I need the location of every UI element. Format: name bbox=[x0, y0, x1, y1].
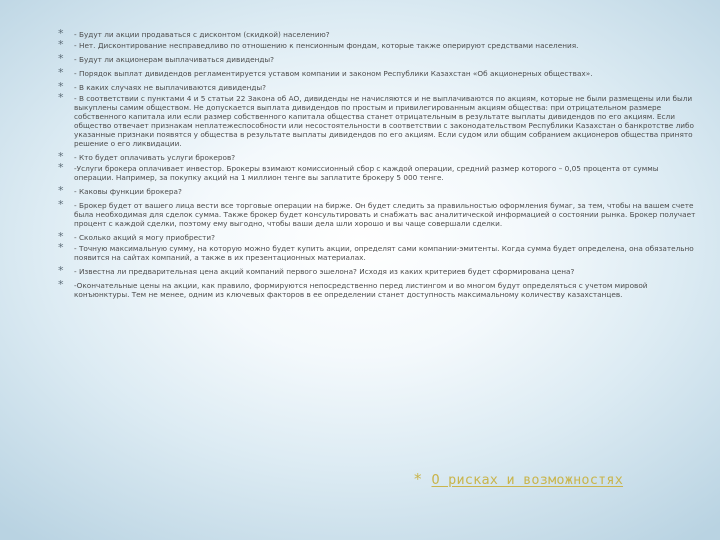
bullet-icon: * bbox=[58, 150, 64, 163]
bullet-icon: * bbox=[58, 264, 64, 277]
bullet-icon: * bbox=[58, 278, 64, 291]
bullet-icon: * bbox=[58, 198, 64, 211]
qa-text: - Будут ли акции продаваться с дисконтом (скидкой) населению? bbox=[74, 30, 330, 39]
qa-answer-discount bbox=[58, 38, 698, 51]
qa-question-share-amount bbox=[58, 230, 698, 243]
qa-text: - Порядок выплат дивидендов регламентируется уставом компании и законом Республики Казахстан «Об акционерных обществах». bbox=[74, 69, 593, 78]
qa-text: -Окончательные цены на акции, как правило, формируются непосредственно перед листингом и во многом будут определяться с учетом мировой конъюнктуры. Тем не менее, одним из ключевых факторов в ее определении станет доступность максимальному количеству казахстанцев. bbox=[74, 281, 648, 299]
qa-answer-dividends bbox=[58, 66, 698, 79]
qa-answer-share-amount bbox=[58, 241, 698, 262]
bullet-icon: * bbox=[58, 66, 64, 79]
qa-list bbox=[58, 27, 698, 299]
qa-text: -Услуги брокера оплачивает инвестор. Брокеры взимают комиссионный сбор с каждой операции, средний размер которого – 0,05 процента от суммы операции. Например, за покупку акций на 1 миллион тенге вы заплатите брокеру 5 000 тенге. bbox=[74, 164, 659, 182]
bullet-icon: * bbox=[58, 91, 64, 104]
qa-text: - В соответствии с пунктами 4 и 5 статьи 22 Закона об АО, дивиденды не начисляются и не выплачиваются по акциям, которые не были размещены или были выкуплены самим обществом. Не допускается выплата дивидендов по простым и привилегированным акциям общества: при отрицательном размере собственного капитала или если размер собственного капитала общества станет отрицательным в результате выплаты дивидендов по его акциям. Если общество отвечает признакам неплатежеспособности или несостоятельности в соответствии с законодательством Республики Казахстан о банкротстве либо указанные признаки появятся у общества в результате выплаты дивидендов по его акциям. Если судом или общим собранием акционеров общества принято решение о его ликвидации. bbox=[74, 94, 694, 148]
qa-text: - Брокер будет от вашего лица вести все торговые операции на бирже. Он будет следить за правильностью оформления бумаг, за тем, чтобы на вашем счете была необходимая для сделок сумма. Также брокер будет консультировать и снабжать вас аналитической информацией о состоянии рынка. Брокер получает процент с каждой сделки, поэтому ему выгодно, чтобы ваши дела шли хорошо и вы чаще совершали сделки. bbox=[74, 201, 696, 228]
qa-question-discount bbox=[58, 27, 698, 40]
qa-text: - Будут ли акционерам выплачиваться дивиденды? bbox=[74, 55, 275, 64]
qa-text: - Точную максимальную сумму, на которую можно будет купить акции, определят сами компании-эмитенты. Когда сумма будет определена, она обязательно появится на сайтах компаний, а также в их презентационных материалах. bbox=[74, 244, 694, 262]
qa-answer-final-price bbox=[58, 278, 698, 299]
qa-question-no-dividends bbox=[58, 80, 698, 93]
qa-answer-broker-functions bbox=[58, 198, 698, 228]
qa-text: - Сколько акций я могу приобрести? bbox=[74, 233, 215, 242]
qa-question-preliminary-price bbox=[58, 264, 698, 277]
footer-link-row bbox=[414, 470, 623, 488]
qa-text: - Каковы функции брокера? bbox=[74, 187, 182, 196]
star-bullet-icon: * bbox=[414, 470, 422, 488]
qa-question-broker-fees bbox=[58, 150, 698, 163]
bullet-icon: * bbox=[58, 80, 64, 93]
qa-text: - Кто будет оплачивать услуги брокеров? bbox=[74, 153, 236, 162]
qa-answer-broker-fees bbox=[58, 161, 698, 182]
bullet-icon: * bbox=[58, 52, 64, 65]
qa-question-broker-functions bbox=[58, 184, 698, 197]
bullet-icon: * bbox=[58, 184, 64, 197]
qa-text: - Нет. Дисконтирование несправедливо по отношению к пенсионным фондам, которые также оперируют средствами населения. bbox=[74, 41, 579, 50]
bullet-icon: * bbox=[58, 230, 64, 243]
risks-and-opportunities-link[interactable]: О рисках и возможностях bbox=[431, 472, 624, 488]
qa-question-dividends bbox=[58, 52, 698, 65]
qa-answer-no-dividends bbox=[58, 91, 698, 148]
bullet-icon: * bbox=[58, 161, 64, 174]
bullet-icon: * bbox=[58, 241, 64, 254]
bullet-icon: * bbox=[58, 27, 64, 40]
qa-text: - Известна ли предварительная цена акций компаний первого эшелона? Исходя из каких критериев будет сформирована цена? bbox=[74, 267, 575, 276]
qa-text: - В каких случаях не выплачиваются дивиденды? bbox=[74, 83, 267, 92]
bullet-icon: * bbox=[58, 38, 64, 51]
